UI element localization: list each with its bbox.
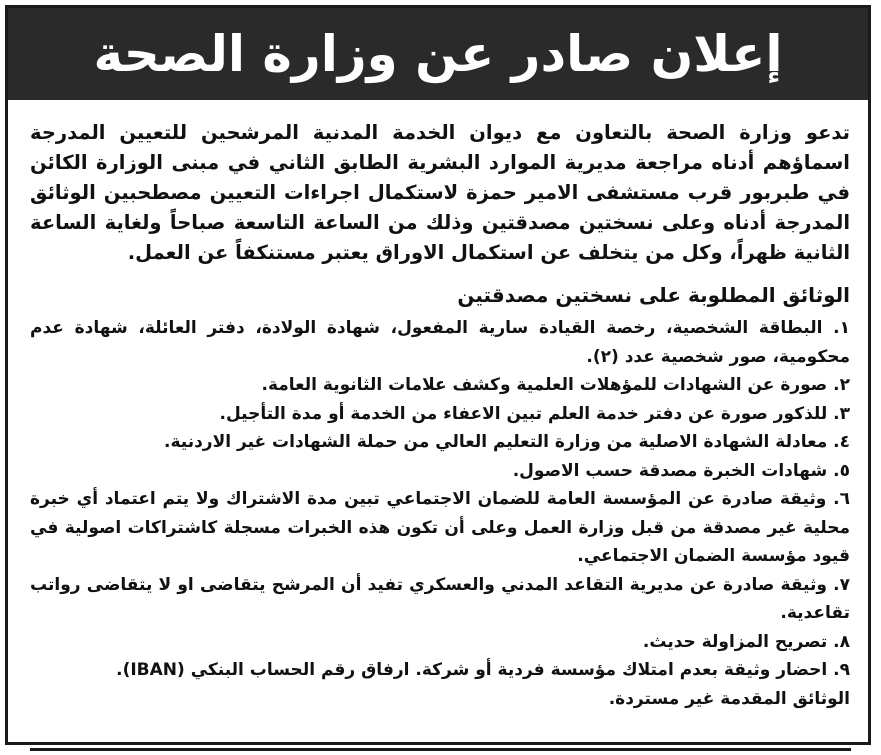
list-item: ٦. وثيقة صادرة عن المؤسسة العامة للضمان الاجتماعي تبين مدة الاشتراك ولا يتم اعتماد أي خبرة محلية غير مصدقة من قبل وزارة العمل وعلى أن تكون هذه الخبرات مسجلة كاشتراكات اصولية في قيود مؤسسة الضمان الاجتماعي. xyxy=(30,489,850,566)
list-item: ٧. وثيقة صادرة عن مديرية التقاعد المدني والعسكري تفيد أن المرشح يتقاضى او لا يتقاضى رواتب تقاعدية. xyxy=(30,574,850,623)
announcement-header xyxy=(8,8,868,100)
list-item: ٢. صورة عن الشهادات للمؤهلات العلمية وكشف علامات الثانوية العامة. xyxy=(261,375,850,395)
bottom-divider xyxy=(30,748,851,751)
closing-note: الوثائق المقدمة غير مستردة. xyxy=(608,688,850,709)
documents-title: الوثائق المطلوبة على نسختين مصدقتين xyxy=(457,283,850,307)
list-item: ٨. تصريح المزاولة حديث. xyxy=(642,631,850,652)
list-item: ٥. شهادات الخبرة مصدقة حسب الاصول. xyxy=(512,460,850,481)
documents-list xyxy=(30,314,850,685)
announcement-body xyxy=(30,118,850,713)
list-item: ٩. احضار وثيقة بعدم امتلاك مؤسسة فردية أو شركة. ارفاق رقم الحساب البنكي (IBAN). xyxy=(116,660,850,680)
intro-paragraph: تدعو وزارة الصحة بالتعاون مع ديوان الخدمة المدنية المرشحين للتعيين المدرجة اسماؤهم أدناه مراجعة مديرية الموارد البشرية الطابق الثاني في مبنى الوزارة الكائن في طبربور قرب مستشفى الامير حمزة لاستكمال اجراءات التعيين مصطحبين الوثائق المدرجة أدناه وعلى نسختين مصدقتين وذلك من الساعة التاسعة صباحاً ولغاية الساعة الثانية ظهراً، وكل من يتخلف عن استكمال الاوراق يعتبر مستنكفاً عن العمل. xyxy=(30,121,850,264)
list-item: ٣. للذكور صورة عن دفتر خدمة العلم تبين الاعفاء من الخدمة أو مدة التأجيل. xyxy=(219,403,850,424)
announcement-title: إعلان صادر عن وزارة الصحة xyxy=(93,25,783,83)
list-item: ٤. معادلة الشهادة الاصلية من وزارة التعليم العالي من حملة الشهادات غير الاردنية. xyxy=(163,432,850,452)
list-item: ١. البطاقة الشخصية، رخصة القيادة سارية المفعول، شهادة الولادة، دفتر العائلة، شهادة عدم محكومية، صور شخصية عدد (٢). xyxy=(30,318,850,367)
